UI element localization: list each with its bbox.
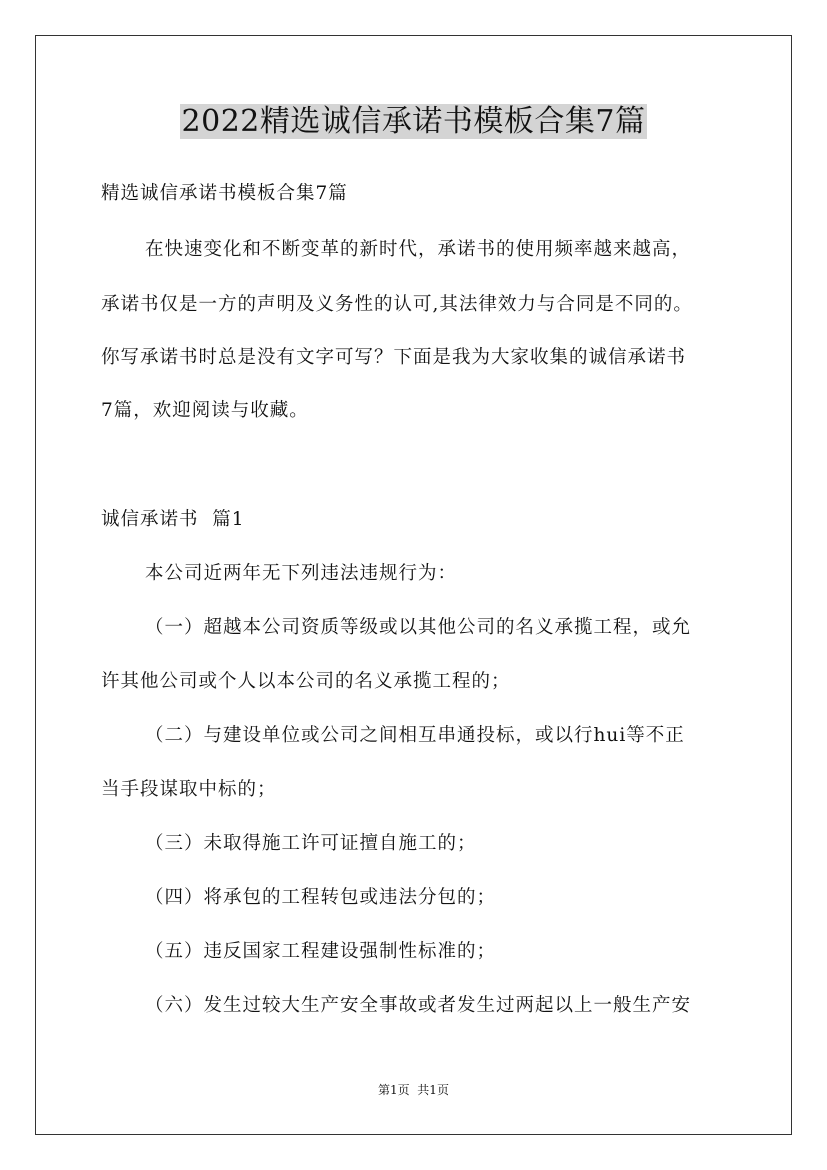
body-line-2: （一）超越本公司资质等级或以其他公司的名义承揽工程，或允 — [145, 617, 692, 638]
intro-line-4: 7篇，欢迎阅读与收藏。 — [101, 400, 309, 421]
document-title — [0, 100, 827, 144]
page-footer: 第1页 共1页 — [378, 1083, 449, 1097]
body-line-1: 本公司近两年无下列违法违规行为： — [145, 563, 458, 584]
section-heading: 诚信承诺书 篇1 — [101, 509, 245, 530]
body-line-6: （三）未取得施工许可证擅自施工的； — [145, 833, 477, 854]
body-line-3: 许其他公司或个人以本公司的名义承揽工程的； — [101, 671, 511, 692]
body-line-9: （六）发生过较大生产安全事故或者发生过两起以上一般生产安 — [145, 995, 692, 1016]
document-subtitle: 精选诚信承诺书模板合集7篇 — [101, 183, 348, 204]
document-title-text: 2022精选诚信承诺书模板合集7篇 — [181, 104, 646, 139]
intro-line-1: 在快速变化和不断变革的新时代，承诺书的使用频率越来越高， — [145, 239, 692, 260]
intro-line-2: 承诺书仅是一方的声明及义务性的认可,其法律效力与合同是不同的。 — [101, 294, 693, 315]
body-line-8: （五）违反国家工程建设强制性标准的； — [145, 941, 497, 962]
intro-line-3: 你写承诺书时总是没有文字可写？下面是我为大家收集的诚信承诺书 — [101, 347, 687, 368]
body-line-5: 当手段谋取中标的； — [101, 779, 277, 800]
body-line-7: （四）将承包的工程转包或违法分包的； — [145, 887, 497, 908]
body-line-4: （二）与建设单位或公司之间相互串通投标，或以行hui等不正 — [145, 725, 685, 746]
